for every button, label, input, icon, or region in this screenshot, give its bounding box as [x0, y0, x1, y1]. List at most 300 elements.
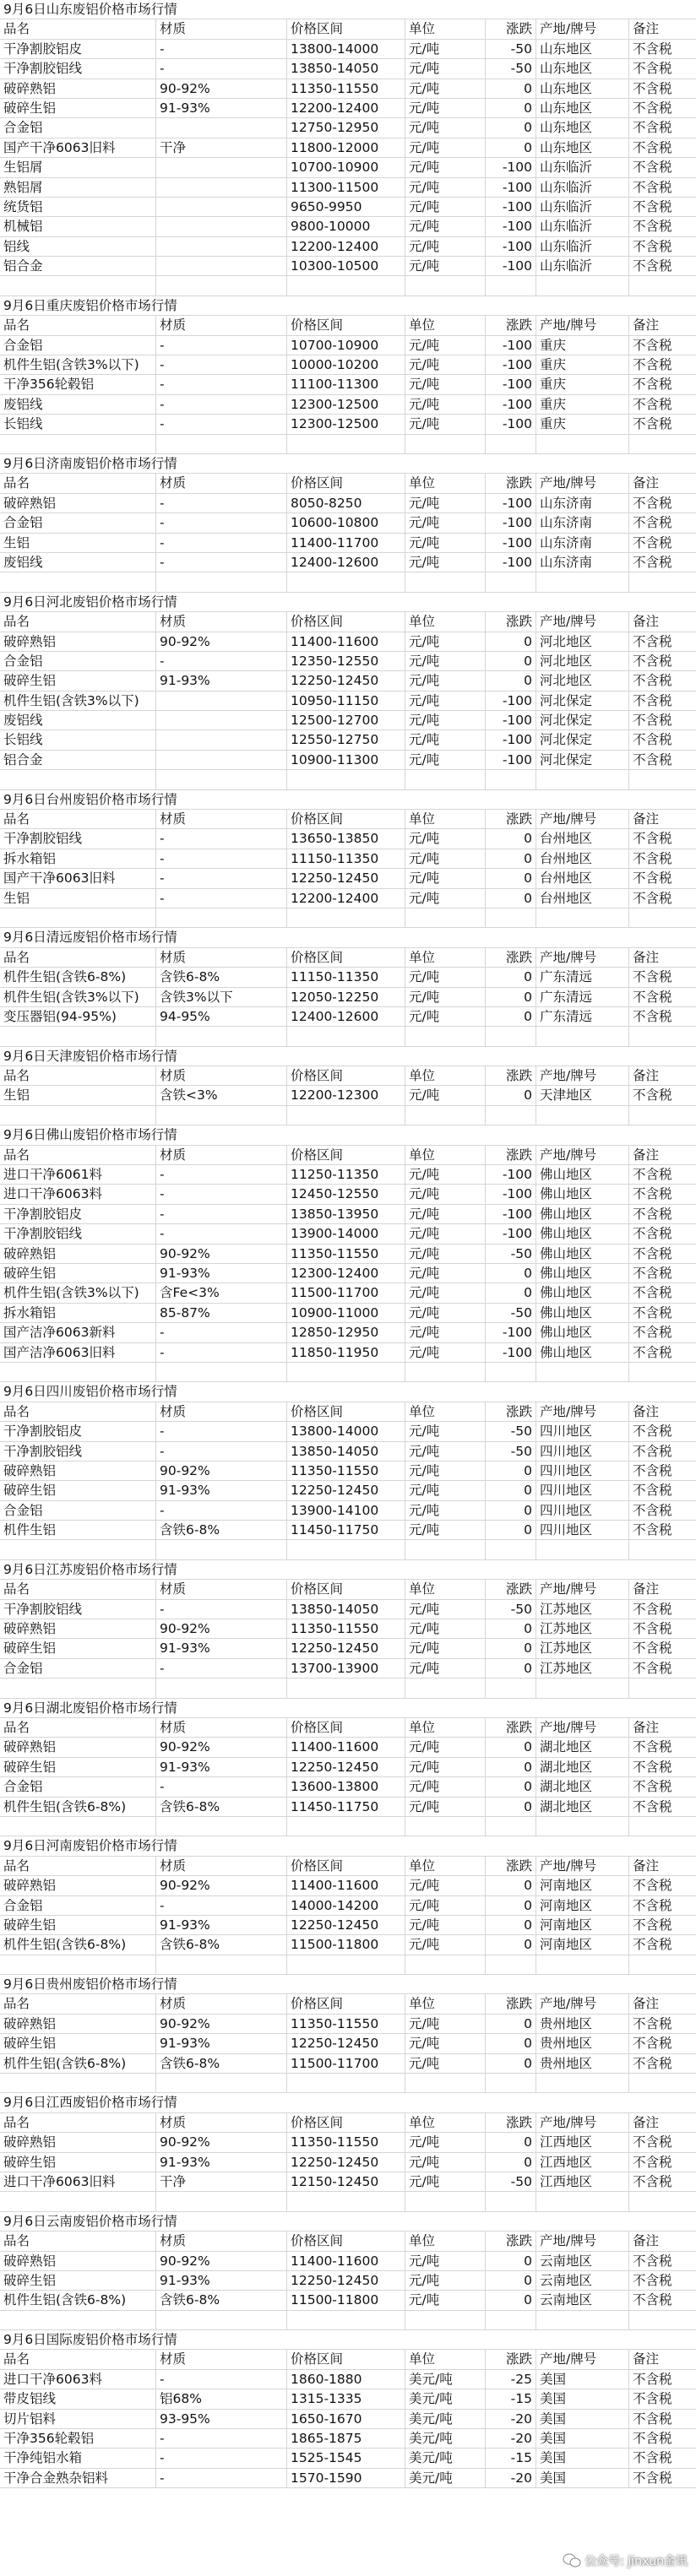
- change-cell: -100: [486, 237, 536, 256]
- header-product-name: 品名: [0, 2232, 156, 2250]
- empty-cell: [629, 1106, 696, 1125]
- section-title-row: [0, 1125, 696, 1145]
- remark-cell: 不含税: [633, 653, 672, 669]
- unit-cell: 元/吨: [405, 2153, 486, 2172]
- material-cell: -: [156, 513, 287, 532]
- remark-cell: 不含税: [633, 969, 672, 985]
- unit-cell: 元/吨: [405, 118, 486, 137]
- unit-cell: 元/吨: [405, 1245, 486, 1263]
- remark-cell: 不含税: [633, 2431, 672, 2447]
- product-name-cell: 机件生铝(含铁6-8%): [0, 2054, 156, 2073]
- header-price-range: 价格区间: [287, 1580, 405, 1598]
- product-name-cell: 拆水箱铝: [0, 849, 156, 868]
- empty-cell: [486, 2074, 536, 2092]
- price-range-cell: 1860-1880: [287, 2370, 405, 2389]
- product-name-cell: 铝线: [0, 237, 156, 256]
- change-cell: 0: [486, 2054, 536, 2073]
- product-name-cell: 破碎熟铝: [0, 494, 156, 512]
- table-row: [0, 178, 696, 198]
- remark-cell: 不含税: [633, 2470, 672, 2486]
- change-cell: -100: [486, 1323, 536, 1342]
- origin-cell: 贵州地区: [536, 2034, 629, 2053]
- origin-cell: 四川地区: [536, 1442, 629, 1461]
- table-row: [0, 553, 696, 572]
- header-material: 材质: [156, 1718, 287, 1737]
- empty-cell: [0, 1955, 156, 1974]
- remark-cell: 不含税: [633, 1897, 672, 1913]
- origin-cell: 江西地区: [536, 2133, 629, 2151]
- remark-cell: 不含税: [633, 2134, 672, 2150]
- product-name-cell: 破碎熟铝: [0, 1245, 156, 1263]
- price-range-cell: 13900-14000: [287, 1224, 405, 1243]
- table-row: [0, 1185, 696, 1204]
- origin-cell: 重庆: [536, 336, 629, 355]
- empty-cell: [536, 1027, 629, 1045]
- empty-cell: [536, 908, 629, 927]
- origin-cell: 山东济南: [536, 534, 629, 552]
- empty-cell: [405, 1678, 486, 1697]
- change-cell: -100: [486, 158, 536, 176]
- empty-cell: [629, 435, 696, 453]
- remark-cell: 不含税: [633, 495, 672, 511]
- origin-cell: 山东地区: [536, 138, 629, 157]
- price-range-cell: 12300-12400: [287, 1264, 405, 1283]
- remark-cell: 不含税: [633, 2292, 672, 2308]
- header-change: 涨跌: [486, 948, 536, 967]
- header-price-range: 价格区间: [287, 19, 405, 38]
- origin-cell: 山东济南: [536, 494, 629, 512]
- remark-cell: 不含税: [633, 2411, 672, 2427]
- change-cell: 0: [486, 849, 536, 868]
- section-title-row: [0, 928, 696, 947]
- change-cell: -50: [486, 1600, 536, 1619]
- header-change: 涨跌: [486, 1146, 536, 1164]
- spacer-row: [0, 276, 696, 296]
- empty-cell: [156, 276, 287, 295]
- remark-cell: 不含税: [633, 1245, 672, 1261]
- empty-cell: [629, 2192, 696, 2210]
- origin-cell: 江苏地区: [536, 1659, 629, 1678]
- product-name-cell: 机件生铝(含铁6-8%): [0, 1935, 156, 1954]
- table-row: [0, 2469, 696, 2488]
- change-cell: -100: [486, 730, 536, 749]
- material-cell: -: [156, 889, 287, 908]
- change-cell: 0: [486, 2291, 536, 2309]
- price-range-cell: 13900-14100: [287, 1501, 405, 1520]
- change-cell: 0: [486, 869, 536, 887]
- header-product-name: 品名: [0, 1146, 156, 1164]
- table-row: [0, 2449, 696, 2468]
- empty-cell: [0, 1540, 156, 1559]
- table-row: [0, 2015, 696, 2034]
- price-range-cell: 10900-11300: [287, 751, 405, 769]
- price-range-cell: 10900-11000: [287, 1304, 405, 1322]
- remark-cell: 不含税: [633, 831, 672, 847]
- remark-cell: 不含税: [633, 989, 672, 1005]
- unit-cell: 元/吨: [405, 1896, 486, 1915]
- remark-cell: 不含税: [633, 673, 672, 689]
- spacer-row: [0, 2192, 696, 2211]
- header-unit: 单位: [405, 2350, 486, 2368]
- remark-cell: 不含税: [633, 1206, 672, 1222]
- origin-cell: 湖北地区: [536, 1738, 629, 1756]
- header-product-name: 品名: [0, 2350, 156, 2368]
- change-cell: -50: [486, 59, 536, 78]
- material-cell: -: [156, 2469, 287, 2487]
- header-material: 材质: [156, 948, 287, 967]
- unit-cell: 元/吨: [405, 2172, 486, 2191]
- material-cell: -: [156, 1442, 287, 1461]
- unit-cell: 元/吨: [405, 99, 486, 117]
- unit-cell: 元/吨: [405, 237, 486, 256]
- origin-cell: 佛山地区: [536, 1343, 629, 1362]
- price-range-cell: 8050-8250: [287, 494, 405, 512]
- empty-cell: [287, 1540, 405, 1559]
- unit-cell: 元/吨: [405, 158, 486, 176]
- wechat-icon: [563, 2553, 581, 2568]
- table-row: [0, 1422, 696, 1441]
- header-change: 涨跌: [486, 1066, 536, 1085]
- header-product-name: 品名: [0, 1994, 156, 2013]
- unit-cell: 元/吨: [405, 1600, 486, 1619]
- product-name-cell: 破碎生铝: [0, 1758, 156, 1776]
- empty-cell: [486, 1540, 536, 1559]
- origin-cell: 江西地区: [536, 2172, 629, 2191]
- section-title: 9月6日台州废铝价格市场行情: [3, 791, 177, 807]
- price-range-cell: 11350-11550: [287, 1245, 405, 1263]
- material-cell: 91-93%: [156, 1481, 287, 1500]
- price-range-cell: 1315-1335: [287, 2389, 405, 2408]
- spacer-row: [0, 770, 696, 789]
- unit-cell: 元/吨: [405, 138, 486, 157]
- spacer-row: [0, 1678, 696, 1698]
- unit-cell: 元/吨: [405, 1935, 486, 1954]
- table-row: [0, 671, 696, 691]
- empty-cell: [156, 908, 287, 927]
- table-row: [0, 198, 696, 217]
- table-row: [0, 1501, 696, 1521]
- material-cell: 90-92%: [156, 1738, 287, 1756]
- product-name-cell: 机件生铝(含铁3%以下): [0, 988, 156, 1006]
- table-row: [0, 1323, 696, 1342]
- unit-cell: 元/吨: [405, 395, 486, 414]
- change-cell: -100: [486, 1165, 536, 1184]
- remark-cell: 不含税: [633, 219, 672, 235]
- header-change: 涨跌: [486, 2350, 536, 2368]
- table-row: [0, 494, 696, 513]
- empty-cell: [0, 2192, 156, 2210]
- price-range-cell: 1650-1670: [287, 2410, 405, 2428]
- table-row: [0, 632, 696, 652]
- product-name-cell: 生铝: [0, 534, 156, 552]
- header-unit: 单位: [405, 612, 486, 631]
- origin-cell: 美国: [536, 2469, 629, 2487]
- product-name-cell: 机件生铝(含铁6-8%): [0, 2291, 156, 2309]
- product-name-cell: 机件生铝(含铁3%以下): [0, 1283, 156, 1302]
- price-range-cell: 12250-12450: [287, 869, 405, 887]
- table-row: [0, 1639, 696, 1658]
- material-cell: [156, 118, 287, 137]
- change-cell: 0: [486, 1521, 536, 1539]
- empty-cell: [405, 1106, 486, 1125]
- material-cell: 94-95%: [156, 1007, 287, 1026]
- table-row: [0, 2252, 696, 2271]
- price-range-cell: 9650-9950: [287, 198, 405, 216]
- remark-cell: 不含税: [633, 1087, 672, 1104]
- change-cell: 0: [486, 652, 536, 670]
- unit-cell: 元/吨: [405, 1521, 486, 1539]
- price-range-cell: 13850-14050: [287, 1442, 405, 1461]
- header-price-range: 价格区间: [287, 810, 405, 828]
- origin-cell: 山东地区: [536, 40, 629, 58]
- table-row: [0, 79, 696, 99]
- unit-cell: 元/吨: [405, 1224, 486, 1243]
- remark-cell: 不含税: [633, 1917, 672, 1933]
- change-cell: 0: [486, 671, 536, 690]
- origin-cell: 广东清远: [536, 968, 629, 986]
- empty-cell: [287, 572, 405, 591]
- header-unit: 单位: [405, 316, 486, 334]
- table-row: [0, 691, 696, 711]
- price-range-cell: 12850-12950: [287, 1323, 405, 1342]
- empty-cell: [287, 435, 405, 453]
- empty-cell: [405, 2192, 486, 2210]
- table-row: [0, 1165, 696, 1185]
- unit-cell: 美元/吨: [405, 2469, 486, 2487]
- section-title: 9月6日清远废铝价格市场行情: [3, 930, 177, 946]
- section-title-row: [0, 2093, 696, 2112]
- table-row: [0, 1205, 696, 1224]
- origin-cell: 河北地区: [536, 632, 629, 651]
- material-cell: 90-92%: [156, 632, 287, 651]
- price-range-cell: 11350-11550: [287, 2015, 405, 2033]
- price-range-cell: 1525-1545: [287, 2449, 405, 2467]
- material-cell: 干净: [156, 2172, 287, 2191]
- table-row: [0, 1007, 696, 1027]
- material-cell: -: [156, 336, 287, 355]
- header-remark: 备注: [633, 1403, 660, 1419]
- unit-cell: 元/吨: [405, 40, 486, 58]
- product-name-cell: 机件生铝(含铁6-8%): [0, 1798, 156, 1816]
- material-cell: 90-92%: [156, 2015, 287, 2033]
- change-cell: 0: [486, 1481, 536, 1500]
- header-price-range: 价格区间: [287, 1718, 405, 1737]
- table-row: [0, 375, 696, 394]
- empty-cell: [536, 1817, 629, 1836]
- product-name-cell: 干净割胶铝线: [0, 829, 156, 848]
- price-range-cell: 12400-12600: [287, 553, 405, 572]
- origin-cell: 河北保定: [536, 691, 629, 710]
- unit-cell: 元/吨: [405, 217, 486, 236]
- change-cell: 0: [486, 1007, 536, 1026]
- empty-cell: [536, 2311, 629, 2329]
- remark-cell: 不含税: [633, 1462, 672, 1478]
- header-row: [0, 1718, 696, 1738]
- empty-cell: [486, 2311, 536, 2329]
- header-product-name: 品名: [0, 1402, 156, 1421]
- empty-cell: [486, 770, 536, 789]
- product-name-cell: 变压器铝(94-95%): [0, 1007, 156, 1026]
- price-range-cell: 12250-12450: [287, 2034, 405, 2053]
- empty-cell: [405, 1817, 486, 1836]
- spacer-row: [0, 1106, 696, 1125]
- change-cell: 0: [486, 1758, 536, 1776]
- unit-cell: 美元/吨: [405, 2389, 486, 2408]
- spacer-row: [0, 572, 696, 592]
- material-cell: 90-92%: [156, 2133, 287, 2151]
- empty-cell: [0, 770, 156, 789]
- origin-cell: 台州地区: [536, 889, 629, 908]
- header-origin: 产地/牌号: [536, 1402, 629, 1421]
- empty-cell: [287, 1106, 405, 1125]
- change-cell: -100: [486, 711, 536, 729]
- unit-cell: 美元/吨: [405, 2370, 486, 2389]
- price-range-cell: 12250-12450: [287, 1758, 405, 1776]
- table-row: [0, 1916, 696, 1935]
- table-row: [0, 395, 696, 415]
- price-range-cell: 9800-10000: [287, 217, 405, 236]
- header-unit: 单位: [405, 1580, 486, 1598]
- table-row: [0, 1264, 696, 1283]
- price-range-cell: 10700-10900: [287, 336, 405, 355]
- header-unit: 单位: [405, 2232, 486, 2250]
- header-unit: 单位: [405, 1402, 486, 1421]
- material-cell: -: [156, 2449, 287, 2467]
- header-remark: 备注: [633, 1581, 660, 1597]
- material-cell: 90-92%: [156, 1876, 287, 1895]
- price-range-cell: 10700-10900: [287, 158, 405, 176]
- empty-cell: [629, 1955, 696, 1974]
- table-row: [0, 2271, 696, 2291]
- origin-cell: 山东临沂: [536, 178, 629, 197]
- product-name-cell: 破碎生铝: [0, 2153, 156, 2172]
- change-cell: 0: [486, 1501, 536, 1520]
- remark-cell: 不含税: [633, 160, 672, 176]
- change-cell: 0: [486, 118, 536, 137]
- header-price-range: 价格区间: [287, 1857, 405, 1875]
- unit-cell: 元/吨: [405, 1185, 486, 1203]
- change-cell: 0: [486, 1798, 536, 1816]
- origin-cell: 台州地区: [536, 829, 629, 848]
- material-cell: [156, 217, 287, 236]
- price-range-cell: 13800-14000: [287, 40, 405, 58]
- origin-cell: 佛山地区: [536, 1304, 629, 1322]
- header-remark: 备注: [633, 811, 660, 827]
- price-range-cell: 12300-12500: [287, 395, 405, 414]
- material-cell: -: [156, 1323, 287, 1342]
- header-remark: 备注: [633, 949, 660, 965]
- remark-cell: 不含税: [633, 1424, 672, 1440]
- empty-cell: [156, 1363, 287, 1381]
- unit-cell: 元/吨: [405, 375, 486, 393]
- table-row: [0, 889, 696, 908]
- empty-cell: [486, 1678, 536, 1697]
- material-cell: [156, 158, 287, 176]
- header-product-name: 品名: [0, 474, 156, 492]
- price-range-cell: 13700-13900: [287, 1659, 405, 1678]
- product-name-cell: 合金铝: [0, 336, 156, 355]
- empty-cell: [156, 2311, 287, 2329]
- header-origin: 产地/牌号: [536, 19, 629, 38]
- table-row: [0, 1896, 696, 1916]
- unit-cell: 元/吨: [405, 829, 486, 848]
- remark-cell: 不含税: [633, 1601, 672, 1617]
- unit-cell: 元/吨: [405, 1283, 486, 1302]
- table-row: [0, 2410, 696, 2429]
- product-name-cell: 破碎熟铝: [0, 1619, 156, 1638]
- product-name-cell: 废铝线: [0, 395, 156, 414]
- table-row: [0, 257, 696, 276]
- product-name-cell: 合金铝: [0, 513, 156, 532]
- unit-cell: 元/吨: [405, 968, 486, 986]
- section-title: 9月6日河北废铝价格市场行情: [3, 594, 177, 610]
- change-cell: 0: [486, 1264, 536, 1283]
- remark-cell: 不含税: [633, 1660, 672, 1676]
- unit-cell: 元/吨: [405, 1798, 486, 1816]
- header-change: 涨跌: [486, 810, 536, 828]
- product-name-cell: 破碎生铝: [0, 99, 156, 117]
- origin-cell: 山东地区: [536, 59, 629, 78]
- empty-cell: [0, 1678, 156, 1697]
- origin-cell: 台州地区: [536, 849, 629, 868]
- header-product-name: 品名: [0, 316, 156, 334]
- table-row: [0, 336, 696, 355]
- header-row: [0, 1857, 696, 1876]
- header-change: 涨跌: [486, 2232, 536, 2250]
- origin-cell: 佛山地区: [536, 1283, 629, 1302]
- remark-cell: 不含税: [633, 1739, 672, 1755]
- unit-cell: 元/吨: [405, 1304, 486, 1322]
- header-price-range: 价格区间: [287, 1066, 405, 1085]
- origin-cell: 佛山地区: [536, 1323, 629, 1342]
- table-row: [0, 513, 696, 533]
- price-range-cell: 11400-11700: [287, 534, 405, 552]
- header-change: 涨跌: [486, 1994, 536, 2013]
- product-name-cell: 统货铝: [0, 198, 156, 216]
- material-cell: -: [156, 415, 287, 433]
- material-cell: 含铁3%以下: [156, 988, 287, 1006]
- empty-cell: [536, 2192, 629, 2210]
- product-name-cell: 进口干净6063料: [0, 1185, 156, 1203]
- unit-cell: 元/吨: [405, 1659, 486, 1678]
- header-row: [0, 2350, 696, 2369]
- empty-cell: [486, 1955, 536, 1974]
- material-cell: -: [156, 59, 287, 78]
- change-cell: 0: [486, 2153, 536, 2172]
- material-cell: 90-92%: [156, 79, 287, 98]
- origin-cell: 湖北地区: [536, 1798, 629, 1816]
- product-name-cell: 破碎生铝: [0, 1481, 156, 1500]
- price-range-cell: 10300-10500: [287, 257, 405, 275]
- header-row: [0, 810, 696, 829]
- header-price-range: 价格区间: [287, 948, 405, 967]
- material-cell: 90-92%: [156, 1462, 287, 1480]
- header-product-name: 品名: [0, 1066, 156, 1085]
- section-title-row: [0, 2330, 696, 2350]
- price-range-cell: 12750-12950: [287, 118, 405, 137]
- material-cell: 含Fe<3%: [156, 1283, 287, 1302]
- origin-cell: 河南地区: [536, 1896, 629, 1915]
- origin-cell: 河北地区: [536, 652, 629, 670]
- remark-cell: 不含税: [633, 357, 672, 373]
- header-change: 涨跌: [486, 474, 536, 492]
- table-row: [0, 2389, 696, 2409]
- price-range-cell: 12500-12700: [287, 711, 405, 729]
- price-range-cell: 12050-12250: [287, 988, 405, 1006]
- unit-cell: 元/吨: [405, 2252, 486, 2270]
- product-name-cell: 生铝: [0, 1086, 156, 1104]
- material-cell: -: [156, 1422, 287, 1440]
